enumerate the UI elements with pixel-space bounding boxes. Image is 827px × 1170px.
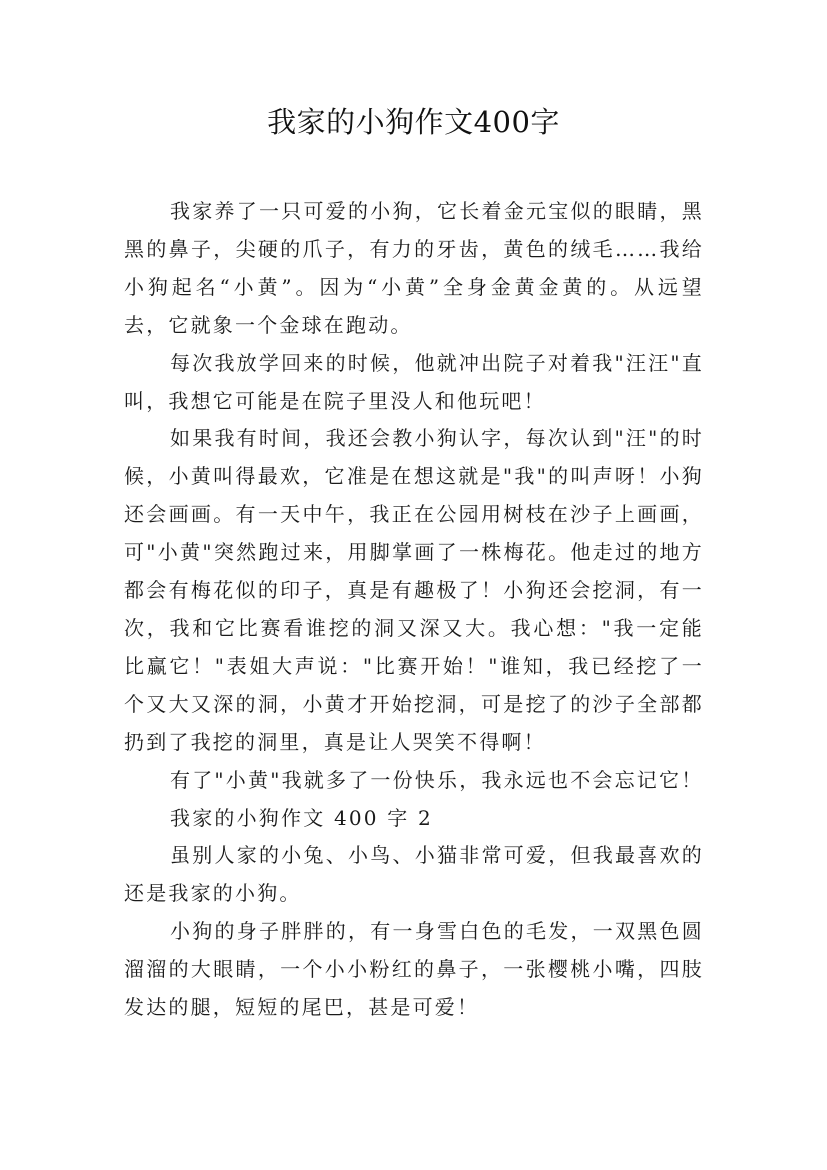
document-body <box>124 193 704 1027</box>
paragraph: 小狗的身子胖胖的，有一身雪白色的毛发，一双黑色圆溜溜的大眼睛，一个小小粉红的鼻子，一张樱桃小嘴，四肢发达的腿，短短的尾巴，甚是可爱！ <box>124 919 704 1020</box>
paragraph: 每次我放学回来的时候，他就冲出院子对着我"汪汪"直叫，我想它可能是在院子里没人和他玩吧！ <box>124 350 704 413</box>
section-subtitle: 我家的小狗作文 400 字 2 <box>170 805 433 830</box>
paragraph: 如果我有时间，我还会教小狗认字，每次认到"汪"的时候，小黄叫得最欢，它准是在想这就是"我"的叫声呀！小狗还会画画。有一天中午，我正在公园用树枝在沙子上画画，可"小黄"突然跑过来，用脚掌画了一株梅花。他走过的地方都会有梅花似的印子，真是有趣极了！小狗还会挖洞，有一次，我和它比赛看谁挖的洞又深又大。我心想："我一定能比赢它！"表姐大声说："比赛开始！"谁知，我已经挖了一个又大又深的洞，小黄才开始挖洞，可是挖了的沙子全部都扔到了我挖的洞里，真是让人哭笑不得啊！ <box>124 426 704 754</box>
paragraph: 有了"小黄"我就多了一份快乐，我永远也不会忘记它！ <box>170 767 704 792</box>
document-title: 我家的小狗作文400字 <box>267 105 560 139</box>
paragraph: 虽别人家的小兔、小鸟、小猫非常可爱，但我最喜欢的还是我家的小狗。 <box>124 843 704 906</box>
paragraph: 我家养了一只可爱的小狗，它长着金元宝似的眼睛，黑黑的鼻子，尖硬的爪子，有力的牙齿，黄色的绒毛……我给小狗起名“小黄”。因为“小黄”全身金黄金黄的。从远望去，它就象一个金球在跑动。 <box>124 199 704 337</box>
